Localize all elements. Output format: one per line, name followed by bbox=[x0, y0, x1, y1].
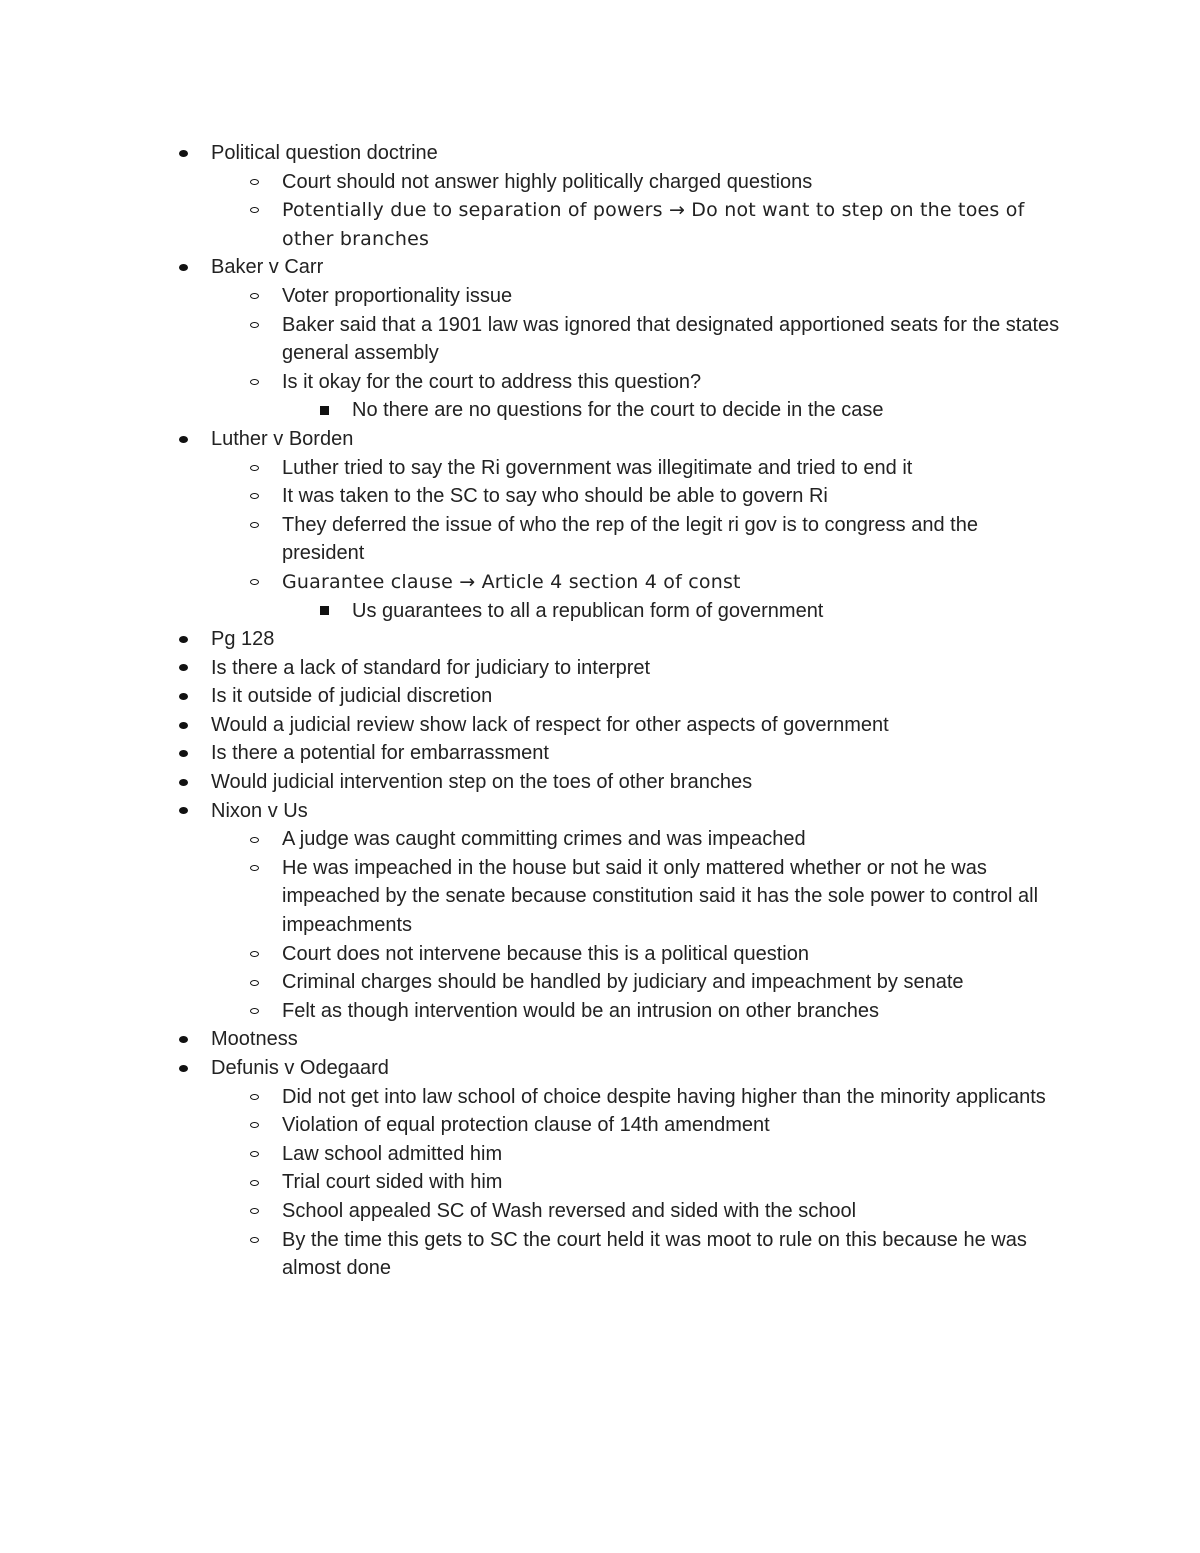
list-item-text: Law school admitted him bbox=[282, 1142, 503, 1165]
list-item-level-2 bbox=[0, 311, 1062, 368]
list-item-text: Would judicial intervention step on the toes of other branches bbox=[211, 771, 753, 794]
list-item-text: Political question doctrine bbox=[211, 142, 438, 164]
notes-bullet-list bbox=[0, 139, 1200, 1283]
list-item-text: Court should not answer highly politically charged questions bbox=[282, 170, 813, 193]
list-item-text: Voter proportionality issue bbox=[282, 284, 513, 307]
hollow-circle-bullet-icon bbox=[247, 1111, 261, 1140]
list-item-level-2 bbox=[0, 1226, 1062, 1283]
filled-circle-bullet-icon bbox=[176, 1054, 190, 1083]
list-item-level-1 bbox=[0, 682, 1061, 711]
list-item-level-2 bbox=[0, 454, 1062, 483]
hollow-circle-bullet-icon bbox=[247, 482, 261, 511]
list-item-text: Defunis v Odegaard bbox=[211, 1057, 389, 1079]
list-item-level-2 bbox=[0, 854, 1062, 940]
list-item-level-3 bbox=[0, 597, 1062, 626]
hollow-circle-bullet-icon bbox=[247, 168, 261, 197]
list-item-text: Violation of equal protection clause of 14th amendment bbox=[282, 1114, 770, 1137]
hollow-circle-bullet-icon bbox=[247, 854, 261, 883]
list-item-level-2 bbox=[0, 940, 1062, 969]
list-item-level-2 bbox=[0, 196, 1062, 253]
list-item-text: Criminal charges should be handled by judiciary and impeachment by senate bbox=[282, 971, 964, 994]
list-item-level-1 bbox=[0, 654, 1061, 683]
hollow-circle-bullet-icon bbox=[247, 1197, 261, 1226]
list-item-text: Is there a lack of standard for judiciary to interpret bbox=[211, 656, 651, 679]
list-item-level-1 bbox=[0, 625, 1061, 654]
filled-circle-bullet-icon bbox=[176, 711, 190, 740]
filled-circle-bullet-icon bbox=[176, 654, 190, 683]
filled-circle-bullet-icon bbox=[176, 1025, 190, 1054]
list-item-level-1 bbox=[0, 739, 1061, 768]
hollow-circle-bullet-icon bbox=[247, 940, 261, 969]
hollow-circle-bullet-icon bbox=[247, 825, 261, 854]
list-item-text: Pg 128 bbox=[211, 628, 275, 651]
list-item-text: No there are no questions for the court to decide in the case bbox=[352, 399, 884, 422]
list-item-level-2 bbox=[0, 482, 1062, 511]
list-item-text: Us guarantees to all a republican form of government bbox=[352, 599, 824, 622]
list-item-text: Felt as though intervention would be an intrusion on other branches bbox=[282, 999, 880, 1022]
list-item-text: He was impeached in the house but said it only mattered whether or not he was impeached by the senate because constitution said it has the sole power to control all impeachments bbox=[282, 856, 1039, 937]
hollow-circle-bullet-icon bbox=[247, 511, 261, 540]
list-item-text: They deferred the issue of who the rep of the legit ri gov is to congress and the president bbox=[282, 513, 978, 565]
list-item-text: Baker v Carr bbox=[211, 256, 324, 279]
list-item-level-3 bbox=[0, 396, 1062, 425]
square-bullet-icon bbox=[317, 396, 331, 425]
list-item-text: School appealed SC of Wash reversed and sided with the school bbox=[282, 1199, 857, 1222]
hollow-circle-bullet-icon bbox=[247, 1140, 261, 1169]
filled-circle-bullet-icon bbox=[176, 139, 190, 168]
hollow-circle-bullet-icon bbox=[247, 368, 261, 397]
list-item-level-2 bbox=[0, 1168, 1062, 1197]
list-item-text: Would a judicial review show lack of respect for other aspects of government bbox=[211, 713, 889, 736]
hollow-circle-bullet-icon bbox=[247, 1168, 261, 1197]
filled-circle-bullet-icon bbox=[176, 253, 190, 282]
list-item-level-1 bbox=[0, 425, 1061, 454]
list-item-text: Trial court sided with him bbox=[282, 1171, 503, 1194]
filled-circle-bullet-icon bbox=[176, 739, 190, 768]
hollow-circle-bullet-icon bbox=[247, 196, 261, 225]
list-item-text: A judge was caught committing crimes and was impeached bbox=[282, 828, 806, 851]
list-item-text: Luther v Borden bbox=[211, 427, 354, 450]
list-item-text: Nixon v Us bbox=[211, 799, 308, 822]
list-item-text: Potentially due to separation of powers → Do not want to step on the toes of other branches bbox=[282, 199, 1025, 250]
square-bullet-icon bbox=[317, 597, 331, 626]
list-item-level-1 bbox=[0, 768, 1061, 797]
hollow-circle-bullet-icon bbox=[247, 282, 261, 311]
hollow-circle-bullet-icon bbox=[247, 568, 261, 597]
list-item-text: Is it okay for the court to address this question? bbox=[282, 370, 702, 393]
list-item-text: Did not get into law school of choice despite having higher than the minority applicants bbox=[282, 1085, 1046, 1108]
list-item-text: Court does not intervene because this is a political question bbox=[282, 942, 809, 965]
list-item-level-2 bbox=[0, 825, 1062, 854]
hollow-circle-bullet-icon bbox=[247, 454, 261, 483]
list-item-text: Is it outside of judicial discretion bbox=[211, 685, 493, 708]
filled-circle-bullet-icon bbox=[176, 625, 190, 654]
list-item-text: Guarantee clause → Article 4 section 4 of const bbox=[282, 570, 741, 593]
list-item-level-2 bbox=[0, 282, 1062, 311]
filled-circle-bullet-icon bbox=[176, 768, 190, 797]
list-item-text: By the time this gets to SC the court held it was moot to rule on this because he was almost done bbox=[282, 1228, 1027, 1280]
filled-circle-bullet-icon bbox=[176, 425, 190, 454]
list-item-text: Luther tried to say the Ri government was illegitimate and tried to end it bbox=[282, 456, 913, 479]
list-item-level-2 bbox=[0, 568, 1062, 597]
list-item-level-2 bbox=[0, 1111, 1062, 1140]
list-item-level-2 bbox=[0, 968, 1062, 997]
list-item-level-2 bbox=[0, 511, 1062, 568]
list-item-text: Mootness bbox=[211, 1028, 298, 1051]
list-item-level-2 bbox=[0, 168, 1062, 197]
list-item-level-1 bbox=[0, 253, 1061, 282]
list-item-text: Is there a potential for embarrassment bbox=[211, 742, 549, 765]
list-item-level-2 bbox=[0, 1197, 1062, 1226]
filled-circle-bullet-icon bbox=[176, 682, 190, 711]
hollow-circle-bullet-icon bbox=[247, 968, 261, 997]
list-item-level-1 bbox=[0, 1025, 1061, 1054]
list-item-text: Baker said that a 1901 law was ignored that designated apportioned seats for the states general assembly bbox=[282, 313, 1060, 365]
hollow-circle-bullet-icon bbox=[247, 1083, 261, 1112]
list-item-level-1 bbox=[0, 711, 1061, 740]
list-item-level-2 bbox=[0, 1083, 1062, 1112]
hollow-circle-bullet-icon bbox=[247, 311, 261, 340]
list-item-level-1 bbox=[0, 797, 1061, 826]
list-item-level-2 bbox=[0, 997, 1062, 1026]
list-item-level-1 bbox=[0, 1054, 1061, 1083]
list-item-text: It was taken to the SC to say who should be able to govern Ri bbox=[282, 485, 828, 508]
list-item-level-2 bbox=[0, 1140, 1062, 1169]
hollow-circle-bullet-icon bbox=[247, 997, 261, 1026]
hollow-circle-bullet-icon bbox=[247, 1226, 261, 1255]
list-item-level-1 bbox=[0, 139, 1061, 168]
list-item-level-2 bbox=[0, 368, 1062, 397]
filled-circle-bullet-icon bbox=[176, 797, 190, 826]
